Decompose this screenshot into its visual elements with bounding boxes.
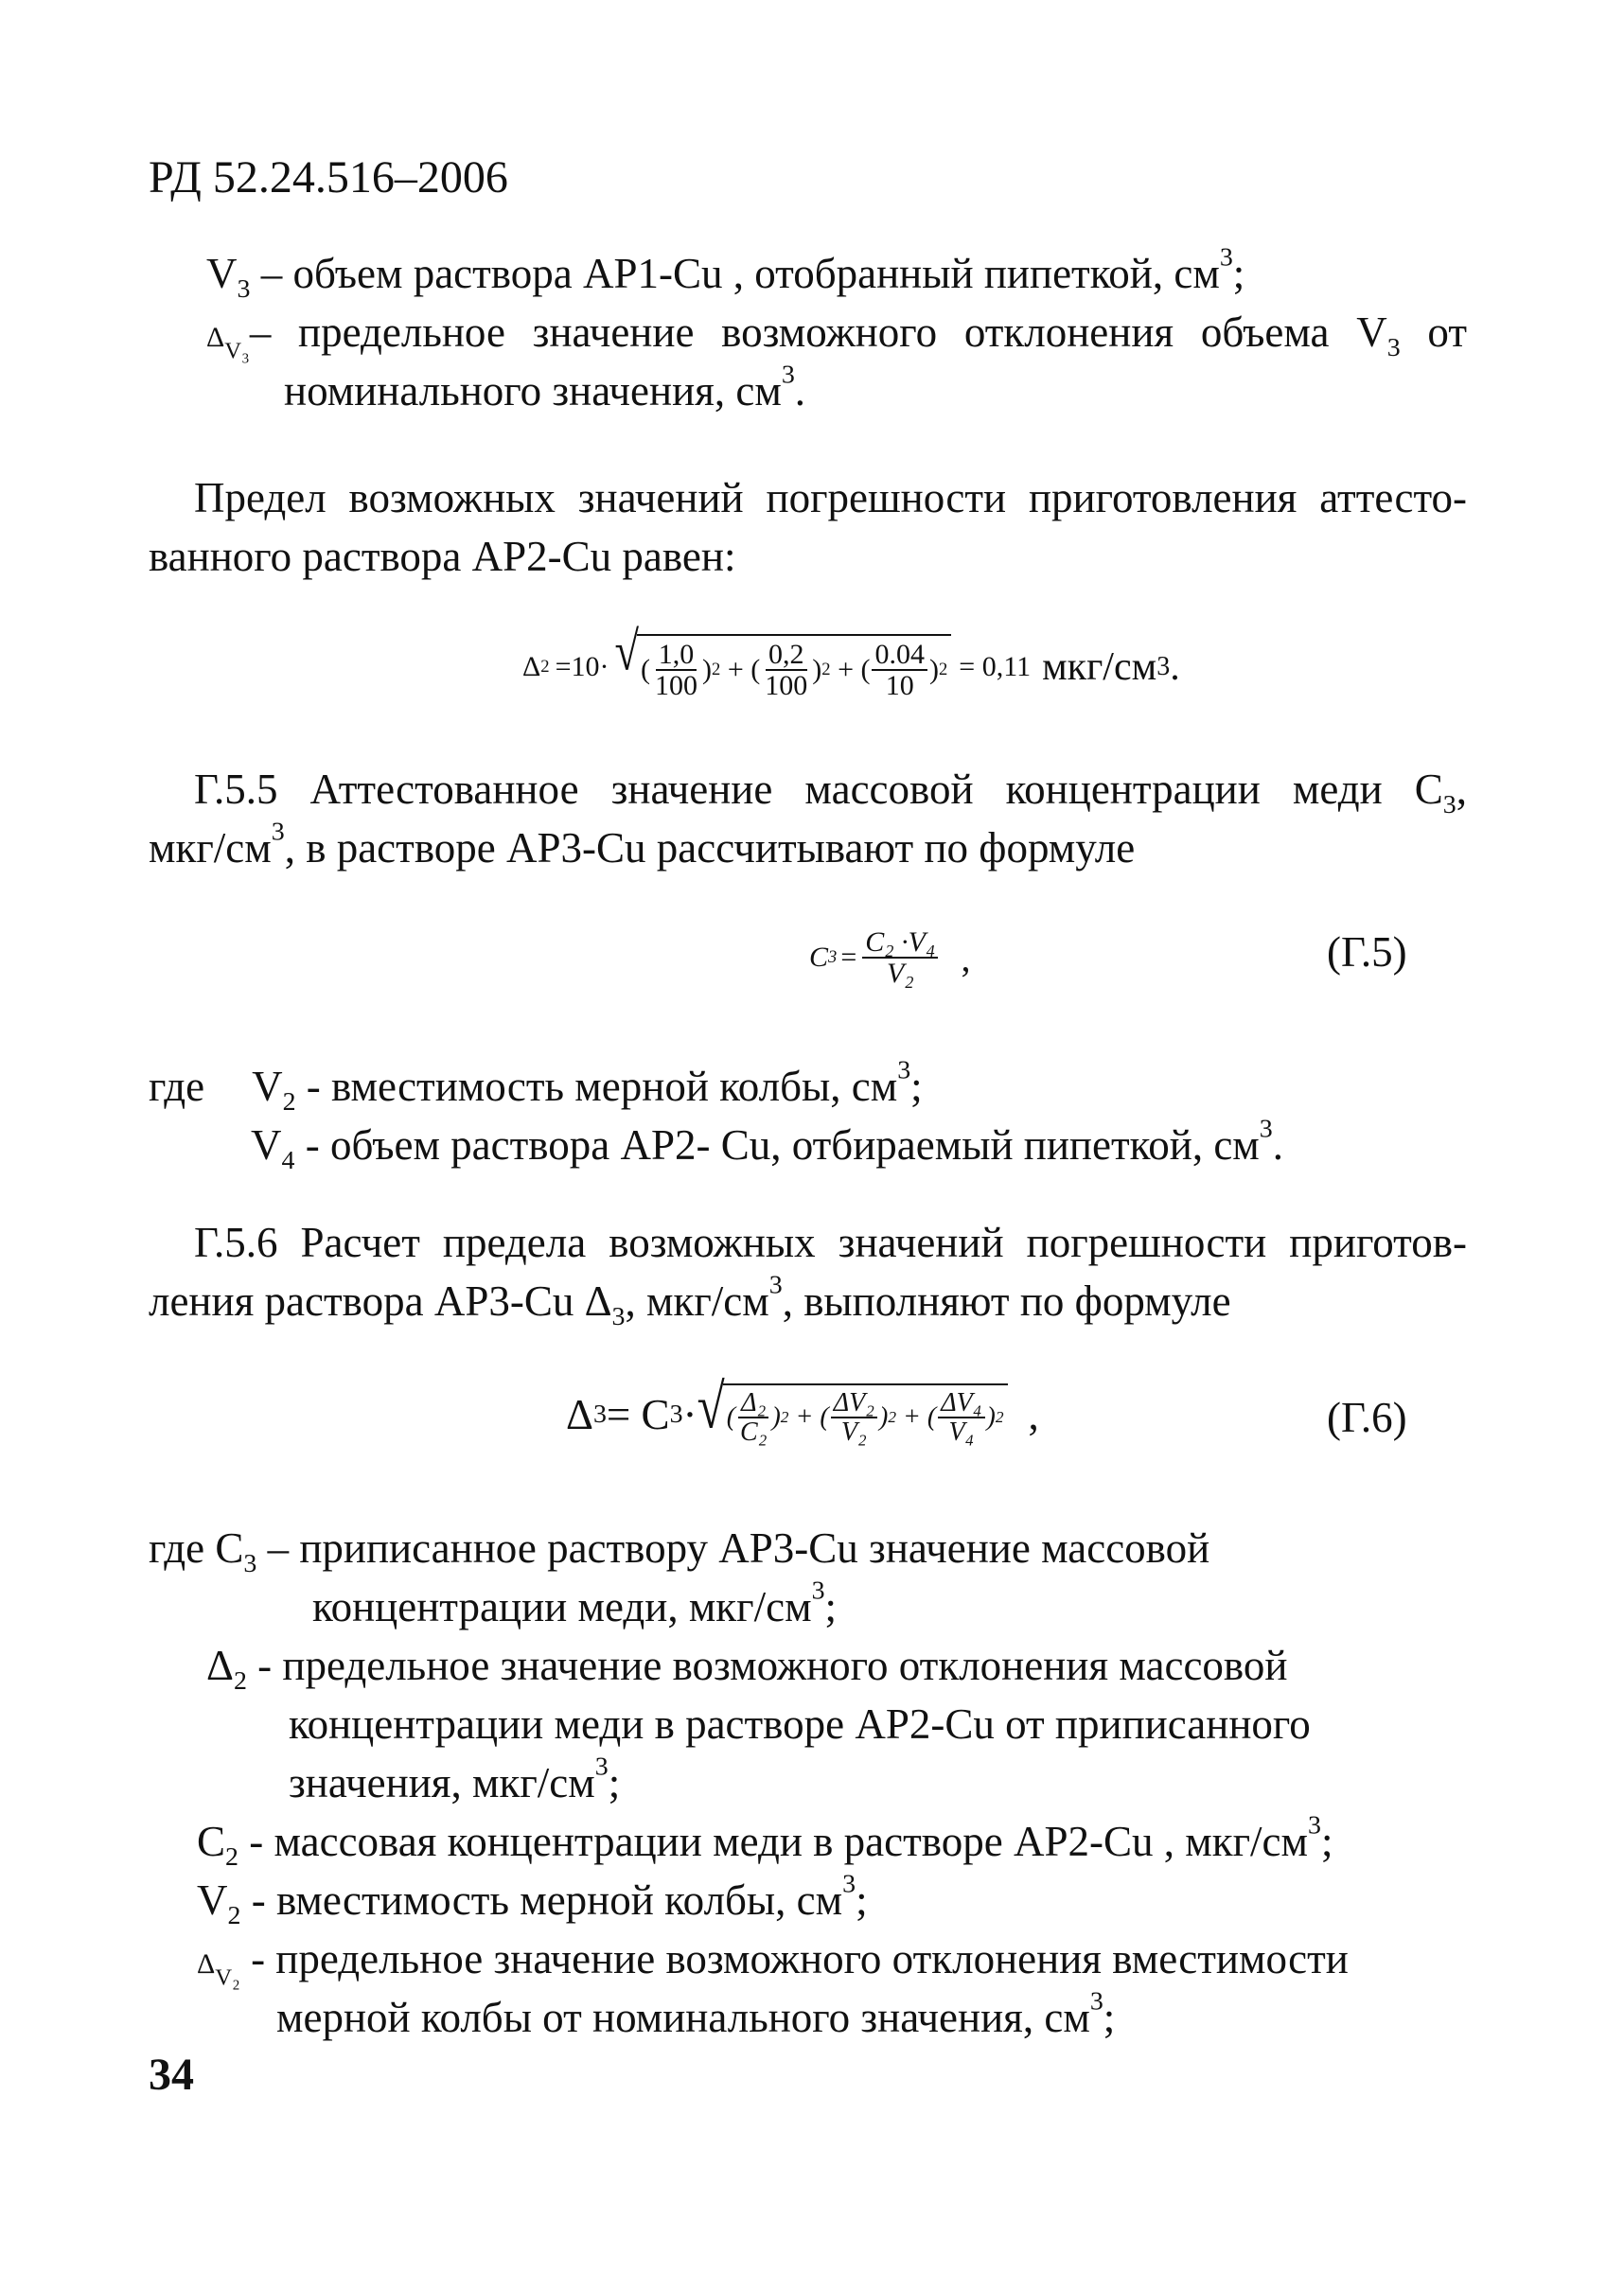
section-g55-line-1: Г.5.5 Аттестованное значение массовой концентрации меди $С_3$,	[194, 766, 1467, 819]
sqrt-delta3: √ ( $\frac{\text{Δ₂}}{\text{C₂}}$ ) 2 + ( $\frac{\text{ΔV₂}}{\text{V₂}}$ ) 2 + ( $\frac{\text{ΔV₄}}{\text{V₄}}$ ) 2	[697, 1383, 1008, 1447]
section-g55-line-2: мкг/$см^3$, в растворе АР3-Cu рассчитывают по формуле	[149, 817, 1136, 872]
where-g6-c3-continued: концентрации меди, мкг/$см^3$;	[312, 1576, 838, 1630]
where-g5-v4: $V_4$ - объем раствора АР2- Cu, отбираемый пипеткой, $см^3$.	[251, 1114, 1283, 1175]
sqrt-delta2: √ ( $\frac{1,0}{100}$ ) 2 + ( $\frac{0,2}{100}$ ) 2 + ( $\frac{0.04}{10}$ ) 2	[615, 634, 952, 701]
formula-g6: Δ 3 = C 3 · √ ( $\frac{\text{Δ₂}}{\text{C₂}}$ ) 2 + ( $\frac{\text{ΔV₂}}{\text{V₂}}$ ) 2 + ( $\frac{\text{ΔV₄}}{\text{V₄}}$ ) 2 ,	[566, 1363, 1039, 1467]
page-number: 34	[149, 2050, 194, 2100]
definition-v3: $V_3$ – объем раствора АР1-Cu , отобранный пипеткой, $см^3$;	[206, 242, 1245, 304]
where-g6-c3: где $С_3$ – приписанное раствору АР3-Cu значение массовой	[149, 1524, 1210, 1578]
where-g6-v2: $V_2$ - вместимость мерной колбы, $см^3$;	[197, 1869, 868, 1930]
definition-delta-v3: $\Delta_{V_3}-$ предельное значение возможного отклонения объема $V_3$ от	[206, 308, 1467, 364]
where-g5-v2: где $V_2$ - вместимость мерной колбы, $см^3$;	[149, 1055, 923, 1117]
formula-delta2: Δ 2 =10· √ ( $\frac{1,0}{100}$ ) 2 + ( $\frac{0,2}{100}$ ) 2 + ( $\frac{0.04}{10}$ ) 2 = 0,11 мкг/см 3 .	[522, 615, 1180, 719]
equation-label-g5: (Г.5)	[1327, 928, 1407, 976]
definition-delta-v3-continued: номинального значения, $см^3$.	[284, 360, 806, 414]
where-g6-delta2: $\Delta_2$ - предельное значение возможного отклонения массовой	[206, 1642, 1288, 1696]
where-g6-c2: $С_2$ - массовая концентрации меди в растворе АР2-Cu , мкг/$см^3$;	[197, 1810, 1333, 1872]
section-g56-line-2: ления раствора АР3-Cu $\Delta_3$, мкг/$см^3$, выполняют по формуле	[149, 1270, 1231, 1331]
para-limit-line-1: Предел возможных значений погрешности приготовления аттесто-	[194, 474, 1467, 521]
where-g6-delta2-continued-2: значения, мкг/$см^3$;	[289, 1752, 621, 1806]
radical-sign: √	[697, 1371, 725, 1442]
para-limit-line-2: ванного раствора АР2-Cu равен:	[149, 533, 736, 580]
radical-sign: √	[614, 621, 640, 682]
document-number: РД 52.24.516–2006	[149, 152, 508, 203]
where-g6-delta-v2-continued: мерной колбы от номинального значения, $см^3$;	[276, 1986, 1116, 2041]
formula-g5: C 3 = $\frac{\text{C₂ ·V₄}}{\text{V₂}}$ ,	[809, 925, 971, 989]
where-g6-delta-v2: $\Delta_{V_2}$ - предельное значение возможного отклонения вместимости	[197, 1935, 1349, 1991]
where-g6-delta2-continued-1: концентрации меди в растворе АР2-Cu от приписанного	[289, 1700, 1311, 1748]
section-g56-line-1: Г.5.6 Расчет предела возможных значений погрешности приготов-	[194, 1219, 1467, 1266]
equation-label-g6: (Г.6)	[1327, 1394, 1407, 1441]
